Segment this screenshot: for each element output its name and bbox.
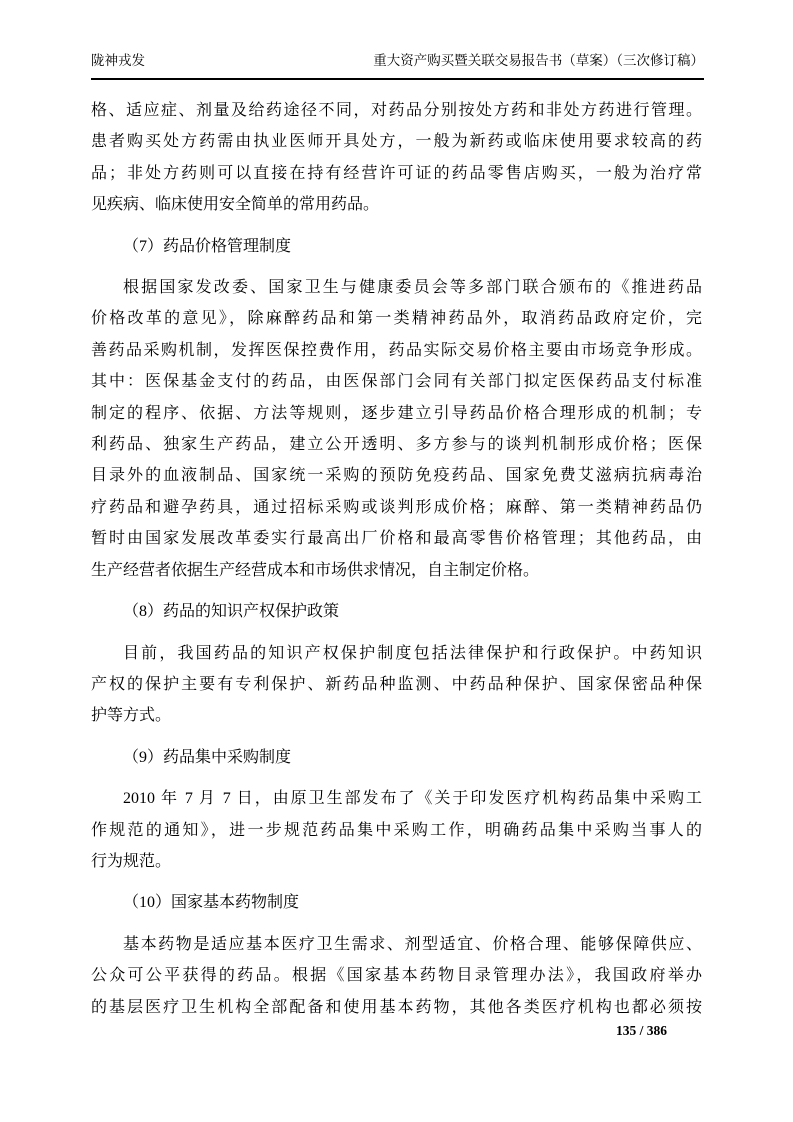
text-line: 根据国家发改委、国家卫生与健康委员会等多部门联合颁布的《推进药品 <box>123 279 702 297</box>
text-line: 品；非处方药则可以直接在持有经营许可证的药品零售店购买，一般为治疗常 <box>91 164 702 182</box>
paragraph <box>91 95 702 221</box>
text-line: 价格改革的意见》，除麻醉药品和第一类精神药品外，取消药品政府定价，完 <box>91 310 702 328</box>
text-line: 患者购买处方药需由执业医师开具处方，一般为新药或临床使用要求较高的药 <box>91 133 702 151</box>
text-line: 格、适应症、剂量及给药途径不同，对药品分别按处方药和非处方药进行管理。 <box>91 102 702 119</box>
text-line: 行为规范。 <box>91 852 172 870</box>
section-heading: （8）药品的知识产权保护政策 <box>123 603 340 621</box>
page-footer <box>616 1021 667 1040</box>
paragraph <box>91 929 702 1023</box>
text-line: 基本药物是适应基本医疗卫生需求、剂型适宜、价格合理、能够保障供应、 <box>123 935 702 953</box>
text-line: 暂时由国家发展改革委实行最高出厂价格和最高零售价格管理；其他药品，由 <box>91 530 702 548</box>
text-line: 公众可公平获得的药品。根据《国家基本药物目录管理办法》，我国政府举办 <box>91 967 702 985</box>
page-header <box>91 51 704 80</box>
section-heading: （9）药品集中采购制度 <box>123 748 292 766</box>
text-line: 利药品、独家生产药品，建立公开透明、多方参与的谈判机制形成价格；医保 <box>91 436 702 454</box>
text-line: 产权的保护主要有专利保护、新药品种监测、中药品种保护、国家保密品种保 <box>91 675 702 693</box>
header-doc-title: 重大资产购买暨关联交易报告书（草案）（三次修订稿） <box>373 53 704 68</box>
section-heading: （7）药品价格管理制度 <box>123 237 292 255</box>
text-line: 的基层医疗卫生机构全部配备和使用基本药物，其他各类医疗机构也都必须按 <box>91 998 702 1016</box>
text-line: 2010 年 7 月 7 日，由原卫生部发布了《关于印发医疗机构药品集中采购工 <box>123 790 702 808</box>
text-line: 疗药品和避孕药具，通过招标采购或谈判形成价格；麻醉、第一类精神药品仍 <box>91 498 702 516</box>
paragraph <box>91 783 702 877</box>
paragraph <box>91 272 702 586</box>
text-line: 见疾病、临床使用安全简单的常用药品。 <box>91 196 380 214</box>
text-line: 目录外的血液制品、国家统一采购的预防免疫药品、国家免费艾滋病抗病毒治 <box>91 467 702 485</box>
text-line: 其中：医保基金支付的药品，由医保部门会同有关部门拟定医保药品支付标准 <box>91 373 702 391</box>
text-line: 作规范的通知》，进一步规范药品集中采购工作，明确药品集中采购当事人的 <box>91 821 702 839</box>
document-body <box>91 95 702 1023</box>
text-line: 目前，我国药品的知识产权保护制度包括法律保护和行政保护。中药知识 <box>123 644 702 662</box>
paragraph <box>91 638 702 732</box>
text-line: 护等方式。 <box>91 707 172 725</box>
text-line: 善药品采购机制，发挥医保控费作用，药品实际交易价格主要由市场竞争形成。 <box>91 341 702 359</box>
page-number: 135 / 386 <box>615 1023 667 1038</box>
header-company-name: 陇神戎发 <box>91 53 145 68</box>
text-line: 生产经营者依据生产经营成本和市场供求情况，自主制定价格。 <box>91 561 540 579</box>
section-heading: （10）国家基本药物制度 <box>123 894 300 912</box>
text-line: 制定的程序、依据、方法等规则，逐步建立引导药品价格合理形成的机制；专 <box>91 404 702 422</box>
